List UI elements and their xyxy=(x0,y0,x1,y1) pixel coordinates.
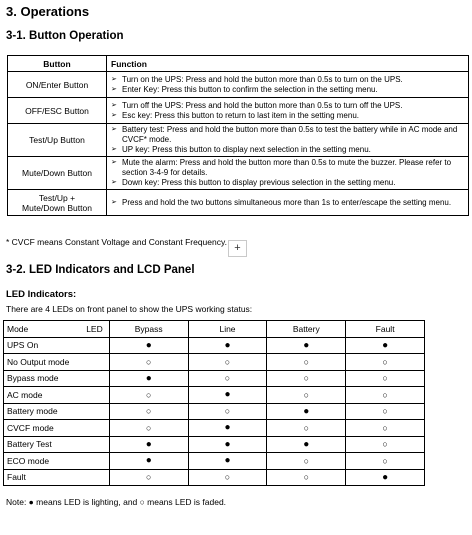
function-text: Down key: Press this button to display previous selection in the setting menu. xyxy=(122,178,396,187)
mode-name: Battery mode xyxy=(4,403,110,420)
table-row xyxy=(8,72,469,98)
table-header-row xyxy=(8,56,469,72)
function-list-item xyxy=(111,158,465,178)
hollow-circle-icon: ○ xyxy=(145,472,152,483)
mode-name: Battery Test xyxy=(4,436,110,453)
led-state-cell xyxy=(109,453,188,470)
function-text: UP key: Press this button to display next selection in the setting menu. xyxy=(122,145,371,154)
filled-circle-icon: ● xyxy=(224,389,231,401)
arrow-right-icon: ➢ xyxy=(111,198,117,206)
led-table-row xyxy=(4,453,425,470)
button-name-cell xyxy=(8,124,107,157)
mode-label: Mode xyxy=(7,323,29,334)
mode-name: UPS On xyxy=(4,337,110,354)
led-state-cell xyxy=(188,354,267,371)
section-title-led-lcd: 3-2. LED Indicators and LCD Panel xyxy=(6,264,195,276)
led-state-cell xyxy=(267,453,346,470)
led-state-cell xyxy=(267,337,346,354)
led-state-cell xyxy=(109,387,188,404)
led-state-cell xyxy=(188,337,267,354)
function-cell xyxy=(107,98,469,124)
led-table-row xyxy=(4,354,425,371)
function-text: Press and hold the two buttons simultaneous more than 1s to enter/escape the setting menu. xyxy=(122,197,452,207)
arrow-right-icon: ➢ xyxy=(111,101,117,109)
led-state-cell xyxy=(188,420,267,437)
button-name-cell xyxy=(8,190,107,216)
mode-name: AC mode xyxy=(4,387,110,404)
led-state-cell xyxy=(267,387,346,404)
hollow-circle-icon: ○ xyxy=(382,439,388,450)
led-table-row xyxy=(4,420,425,437)
cvcf-footnote: * CVCF means Constant Voltage and Constant Frequency. xyxy=(6,237,227,247)
table-row xyxy=(8,190,469,216)
button-name-cell xyxy=(8,72,107,98)
filled-circle-icon: ● xyxy=(303,405,310,417)
led-state-cell xyxy=(346,337,425,354)
hollow-circle-icon: ○ xyxy=(224,356,231,367)
table-row xyxy=(8,124,469,157)
led-state-cell xyxy=(188,469,267,486)
led-state-cell xyxy=(109,469,188,486)
led-state-cell xyxy=(267,420,346,437)
function-list-item xyxy=(111,145,465,155)
led-state-cell xyxy=(188,387,267,404)
led-state-cell xyxy=(346,436,425,453)
column-header-battery: Battery xyxy=(267,321,346,338)
led-state-cell xyxy=(188,403,267,420)
function-list-item xyxy=(111,198,465,208)
led-state-cell xyxy=(346,469,425,486)
filled-circle-icon: ● xyxy=(382,339,389,351)
function-text: Battery test: Press and hold the button more than 0.5s to test the battery while in AC mode and CVCF* mode. xyxy=(122,125,458,144)
led-state-cell xyxy=(267,354,346,371)
function-cell xyxy=(107,72,469,98)
function-text: Turn off the UPS: Press and hold the button more than 0.5s to turn off the UPS. xyxy=(122,100,403,110)
hollow-circle-icon: ○ xyxy=(382,422,388,433)
button-name: ON/Enter Button xyxy=(25,79,89,90)
hollow-circle-icon: ○ xyxy=(382,389,388,400)
led-state-cell xyxy=(109,354,188,371)
column-header-function: Function xyxy=(107,56,469,72)
button-name: OFF/ESC Button xyxy=(25,105,89,116)
hollow-circle-icon: ○ xyxy=(382,356,388,367)
led-state-cell xyxy=(346,370,425,387)
mode-name: Bypass mode xyxy=(4,370,110,387)
led-state-cell xyxy=(267,403,346,420)
led-state-cell xyxy=(109,370,188,387)
led-indicators-heading: LED Indicators: xyxy=(6,289,77,300)
column-header-fault: Fault xyxy=(346,321,425,338)
led-state-cell xyxy=(267,370,346,387)
button-name: Test/Up Button xyxy=(29,135,85,145)
led-state-cell xyxy=(346,354,425,371)
function-list-item xyxy=(111,125,465,145)
hollow-circle-icon: ○ xyxy=(303,472,309,483)
mode-name: ECO mode xyxy=(4,453,110,470)
filled-circle-icon: ● xyxy=(224,438,231,450)
button-name: Test/Up + xyxy=(38,192,76,203)
led-table-row xyxy=(4,436,425,453)
arrow-right-icon: ➢ xyxy=(111,75,117,83)
hollow-circle-icon: ○ xyxy=(303,373,309,384)
function-list-item xyxy=(111,178,465,188)
column-header-button: Button xyxy=(8,56,107,72)
table-row xyxy=(8,98,469,124)
arrow-right-icon: ➢ xyxy=(111,85,117,93)
led-state-cell xyxy=(267,436,346,453)
button-name-cell xyxy=(8,98,107,124)
function-list-item xyxy=(111,75,465,85)
led-table-row xyxy=(4,469,425,486)
led-state-cell xyxy=(346,403,425,420)
function-list-item xyxy=(111,85,465,95)
led-table-row xyxy=(4,370,425,387)
hollow-circle-icon: ○ xyxy=(303,422,309,433)
filled-circle-icon: ● xyxy=(145,438,152,450)
filled-circle-icon: ● xyxy=(224,339,231,351)
led-state-cell xyxy=(346,420,425,437)
button-name: Mute/Down Button xyxy=(22,202,92,213)
function-text: Enter Key: Press this button to confirm the selection in the setting menu. xyxy=(122,84,378,94)
arrow-right-icon: ➢ xyxy=(111,159,117,166)
button-name-cell xyxy=(8,157,107,190)
hollow-circle-icon: ○ xyxy=(145,422,152,433)
mode-name: CVCF mode xyxy=(4,420,110,437)
filled-circle-icon: ● xyxy=(145,455,152,467)
function-cell xyxy=(107,190,469,216)
led-state-cell xyxy=(267,469,346,486)
hollow-circle-icon: ○ xyxy=(224,406,231,417)
led-state-cell xyxy=(109,420,188,437)
filled-circle-icon: ● xyxy=(145,339,152,351)
hollow-circle-icon: ○ xyxy=(382,455,388,466)
led-state-cell xyxy=(188,453,267,470)
filled-circle-icon: ● xyxy=(303,438,310,450)
arrow-right-icon: ➢ xyxy=(111,126,117,133)
function-text: Mute the alarm: Press and hold the button more than 0.5s to mute the buzzer. Please refer to section 3-4-9 for details. xyxy=(122,158,452,177)
arrow-right-icon: ➢ xyxy=(111,179,117,186)
button-operation-table xyxy=(7,55,469,216)
led-state-cell xyxy=(346,387,425,404)
hollow-circle-icon: ○ xyxy=(303,389,309,400)
led-status-table xyxy=(3,320,425,486)
arrow-right-icon: ➢ xyxy=(111,146,117,153)
filled-circle-icon: ● xyxy=(145,372,152,384)
hollow-circle-icon: ○ xyxy=(224,472,231,483)
led-state-cell xyxy=(346,453,425,470)
function-text: Turn on the UPS: Press and hold the button more than 0.5s to turn on the UPS. xyxy=(122,74,403,84)
led-header-mode-cell xyxy=(4,321,110,338)
hollow-circle-icon: ○ xyxy=(145,356,152,367)
filled-circle-icon: ● xyxy=(224,455,231,467)
hollow-circle-icon: ○ xyxy=(303,356,309,367)
filled-circle-icon: ● xyxy=(382,471,389,483)
section-title-button-operation: 3-1. Button Operation xyxy=(6,30,124,42)
filled-circle-icon: ● xyxy=(224,422,231,434)
led-state-cell xyxy=(109,436,188,453)
function-cell xyxy=(107,124,469,157)
led-label: LED xyxy=(86,323,103,334)
hollow-circle-icon: ○ xyxy=(145,406,152,417)
led-state-cell xyxy=(188,370,267,387)
led-state-cell xyxy=(109,403,188,420)
table-row xyxy=(8,157,469,190)
arrow-right-icon: ➢ xyxy=(111,111,117,119)
led-table-header-row xyxy=(4,321,425,338)
led-legend-note: Note: ● means LED is lighting, and ○ means LED is faded. xyxy=(6,497,227,507)
page-heading: 3. Operations xyxy=(6,4,90,19)
hollow-circle-icon: ○ xyxy=(382,373,388,384)
led-table-row xyxy=(4,387,425,404)
filled-circle-icon: ● xyxy=(303,339,310,351)
function-list-item xyxy=(111,101,465,111)
plus-icon[interactable]: + xyxy=(228,240,247,257)
led-state-cell xyxy=(109,337,188,354)
column-header-bypass: Bypass xyxy=(109,321,188,338)
hollow-circle-icon: ○ xyxy=(382,406,388,417)
hollow-circle-icon: ○ xyxy=(145,389,152,400)
mode-name: Fault xyxy=(4,469,110,486)
led-table-row xyxy=(4,337,425,354)
led-state-cell xyxy=(188,436,267,453)
function-list-item xyxy=(111,111,465,121)
button-name: Mute/Down Button xyxy=(22,168,92,178)
hollow-circle-icon: ○ xyxy=(224,373,231,384)
function-text: Esc key: Press this button to return to last item in the setting menu. xyxy=(122,110,359,120)
column-header-line: Line xyxy=(188,321,267,338)
led-table-row xyxy=(4,403,425,420)
led-intro-text: There are 4 LEDs on front panel to show the UPS working status: xyxy=(6,304,253,314)
mode-name: No Output mode xyxy=(4,354,110,371)
hollow-circle-icon: ○ xyxy=(303,455,309,466)
function-cell xyxy=(107,157,469,190)
